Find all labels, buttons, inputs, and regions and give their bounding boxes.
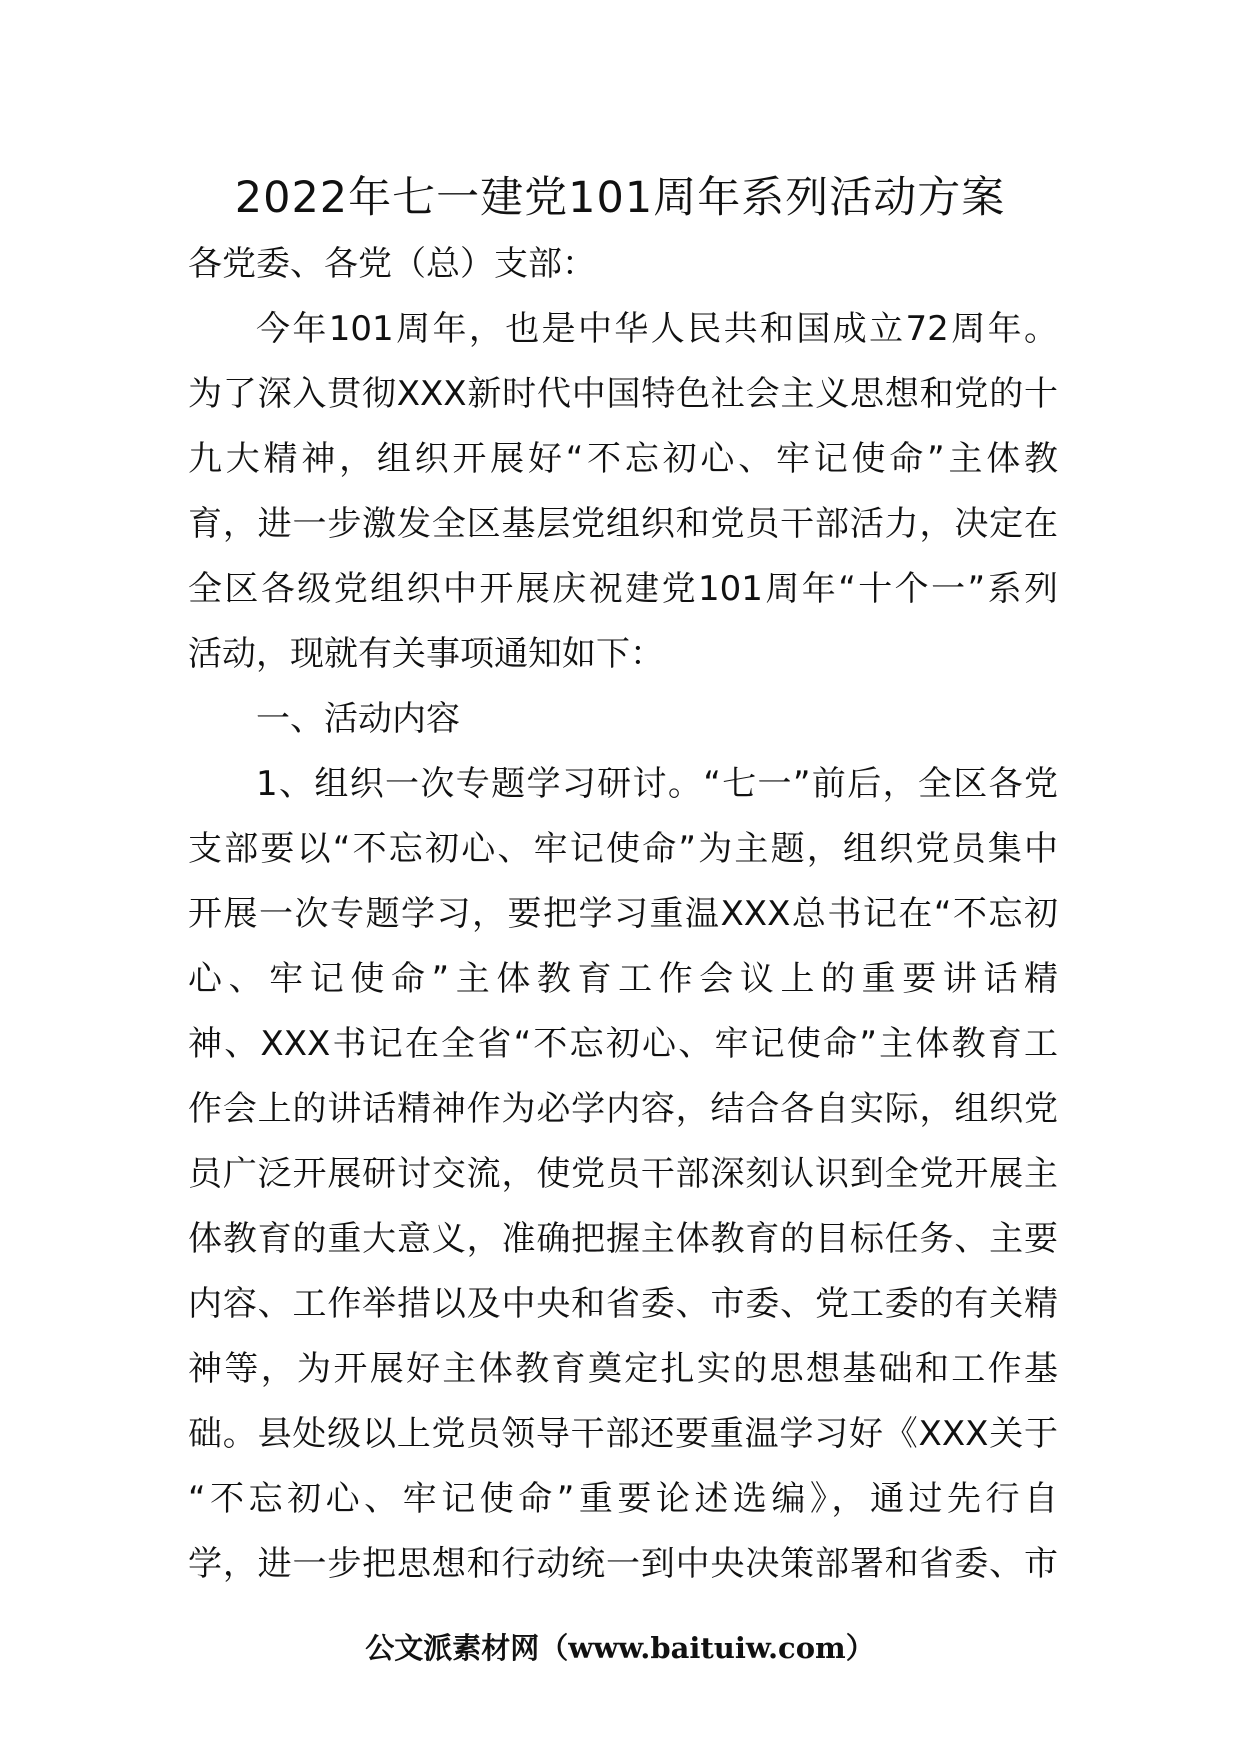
paragraph-line: 神、XXX书记在全省“不忘初心、牢记使命”主体教育工 (188, 1024, 1058, 1064)
document-title: 2022年七一建党101周年系列活动方案 (234, 173, 1006, 223)
paragraph-line: 活动，现就有关事项通知如下： (188, 634, 664, 674)
footer-watermark: 公文派素材网（www.baituiw.com） (365, 1631, 875, 1665)
paragraph-line: 心、牢记使命”主体教育工作会议上的重要讲话精 (188, 959, 1058, 999)
paragraph-line: 内容、工作举措以及中央和省委、市委、党工委的有关精 (188, 1284, 1058, 1324)
paragraph-line: 育，进一步激发全区基层党组织和党员干部活力，决定在 (188, 504, 1058, 544)
paragraph-line: 九大精神，组织开展好“不忘初心、牢记使命”主体教 (188, 439, 1058, 479)
document-body (188, 232, 1058, 1597)
salutation-line: 各党委、各党（总）支部： (188, 244, 596, 284)
section-heading: 一、活动内容 (256, 699, 460, 739)
paragraph-line: 学，进一步把思想和行动统一到中央决策部署和省委、市 (188, 1544, 1058, 1584)
paragraph-line: “不忘初心、牢记使命”重要论述选编》，通过先行自 (188, 1479, 1058, 1519)
paragraph-line: 为了深入贯彻XXX新时代中国特色社会主义思想和党的十 (188, 374, 1058, 414)
paragraph-line: 支部要以“不忘初心、牢记使命”为主题，组织党员集中 (188, 829, 1058, 869)
paragraph-line: 员广泛开展研讨交流，使党员干部深刻认识到全党开展主 (188, 1154, 1058, 1194)
paragraph-line: 体教育的重大意义，准确把握主体教育的目标任务、主要 (188, 1219, 1058, 1259)
paragraph-line: 1、组织一次专题学习研讨。“七一”前后，全区各党 (256, 764, 1058, 804)
paragraph-line: 础。县处级以上党员领导干部还要重温学习好《XXX关于 (188, 1414, 1058, 1454)
paragraph-line: 开展一次专题学习，要把学习重温XXX总书记在“不忘初 (188, 894, 1058, 934)
paragraph-line: 今年101周年，也是中华人民共和国成立72周年。 (256, 309, 1058, 349)
paragraph-line: 全区各级党组织中开展庆祝建党101周年“十个一”系列 (188, 569, 1058, 609)
paragraph-line: 作会上的讲话精神作为必学内容，结合各自实际，组织党 (188, 1089, 1058, 1129)
paragraph-line: 神等，为开展好主体教育奠定扎实的思想基础和工作基 (188, 1349, 1058, 1389)
